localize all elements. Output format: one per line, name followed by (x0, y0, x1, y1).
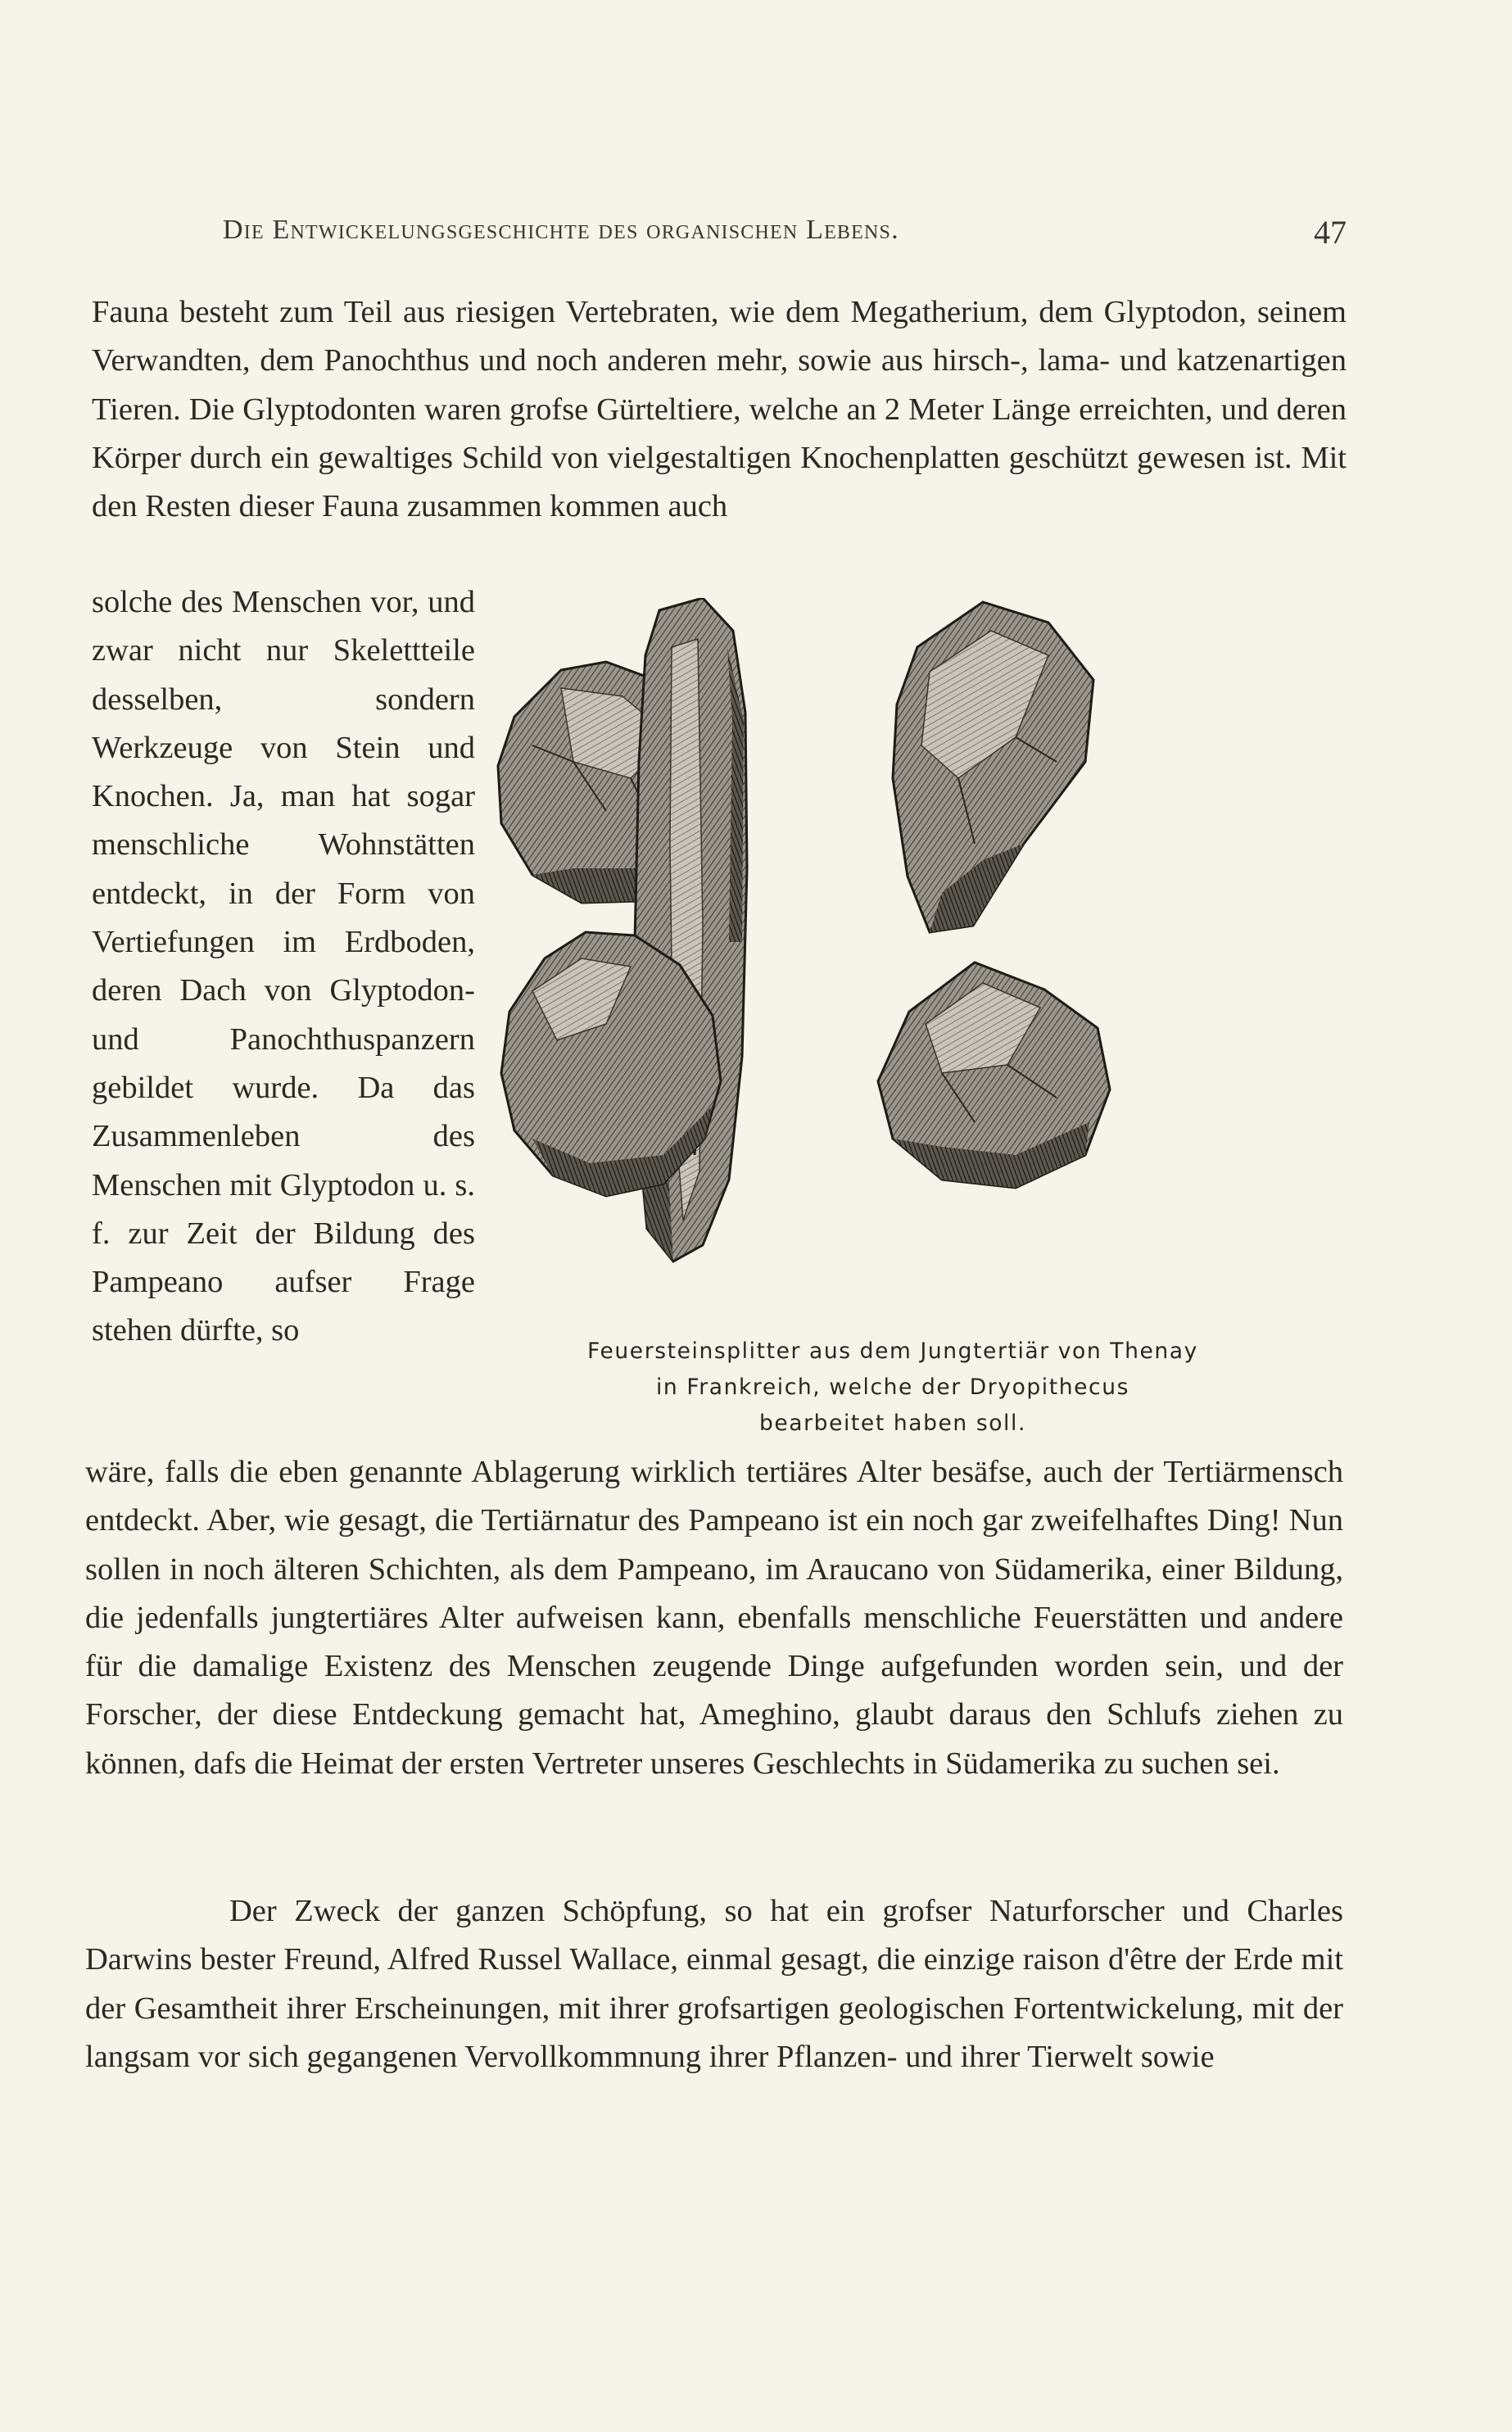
caption-line-1: Feuersteinsplitter aus dem Jungtertiär von Thenay (587, 1338, 1198, 1364)
caption-line-2: in Frankreich, welche der Dryopithecus (655, 1375, 1130, 1400)
flint-lower-right (878, 962, 1110, 1188)
flint-illustration (483, 598, 1351, 1327)
paragraph-last: Der Zweck der ganzen Schöpfung, so hat ein grofser Naturforscher und Charles Darwins bester Freund, Alfred Russel Wallace, einmal gesagt, die einzige raison d'être der Erde mit der Gesamtheit ihrer Erscheinungen, mit ihrer grofsartigen geologischen Fortentwickelung, mit der langsam vor sich gegangenen Vervollkommnung ihrer Pflanzen- und ihrer Tierwelt sowie (85, 1894, 1343, 2074)
paragraph-bottom: wäre, falls die eben genannte Ablagerung wirklich tertiäres Alter besäfse, auch der Tertiärmensch entdeckt. Aber, wie gesagt, die Tertiärnatur des Pampeano ist ein noch gar zweifelhaftes Ding! Nun sollen in noch älteren Schichten, als dem Pampeano, im Araucano von Südamerika, einer Bildung, die jedenfalls jungtertiäres Alter aufweisen kann, ebenfalls menschliche Feuerstätten und andere für die damalige Existenz des Menschen zeugende Dinge aufgefunden worden sein, und der Forscher, der diese Entdeckung gemacht hat, Ameghino, glaubt daraus den Schlufs ziehen zu können, dafs die Heimat der ersten Vertreter unseres Geschlechts in Südamerika zu suchen sei. (85, 1455, 1343, 1781)
flint-upper-right (893, 602, 1093, 932)
paragraph-top: Fauna besteht zum Teil aus riesigen Vertebraten, wie dem Megatherium, dem Glyptodon, seinem Verwandten, dem Panochthus und noch anderen mehr, sowie aus hirsch-, lama- und katzenartigen Tieren. Die Glyptodonten waren grofse Gürteltiere, welche an 2 Meter Länge erreichten, und deren Körper durch ein gewaltiges Schild von vielgestaltigen Knochenplatten geschützt gewesen ist. Mit den Resten dieser Fauna zusammen kommen auch (92, 295, 1347, 524)
page-number: 47 (1314, 214, 1347, 251)
paragraph-left-column: solche des Menschen vor, und zwar nicht nur Skelettteile desselben, sondern Werkzeuge von Stein und Knochen. Ja, man hat sogar menschliche Wohnstätten entdeckt, in der Form von Vertiefungen im Erdboden, deren Dach von Glyptodon- und Panochthuspanzern gebildet wurde. Da das Zusammenleben des Menschen mit Glyptodon u. s. f. zur Zeit der Bildung des Pampeano aufser Frage stehen dürfte, so (92, 585, 475, 1348)
figure-caption (483, 1334, 1302, 1442)
running-header (223, 215, 1347, 256)
caption-line-3: bearbeitet haben soll. (758, 1411, 1026, 1436)
flint-figure (483, 598, 1351, 1436)
header-title: Die Entwickelungsgeschichte des organischen Lebens. (223, 215, 899, 245)
